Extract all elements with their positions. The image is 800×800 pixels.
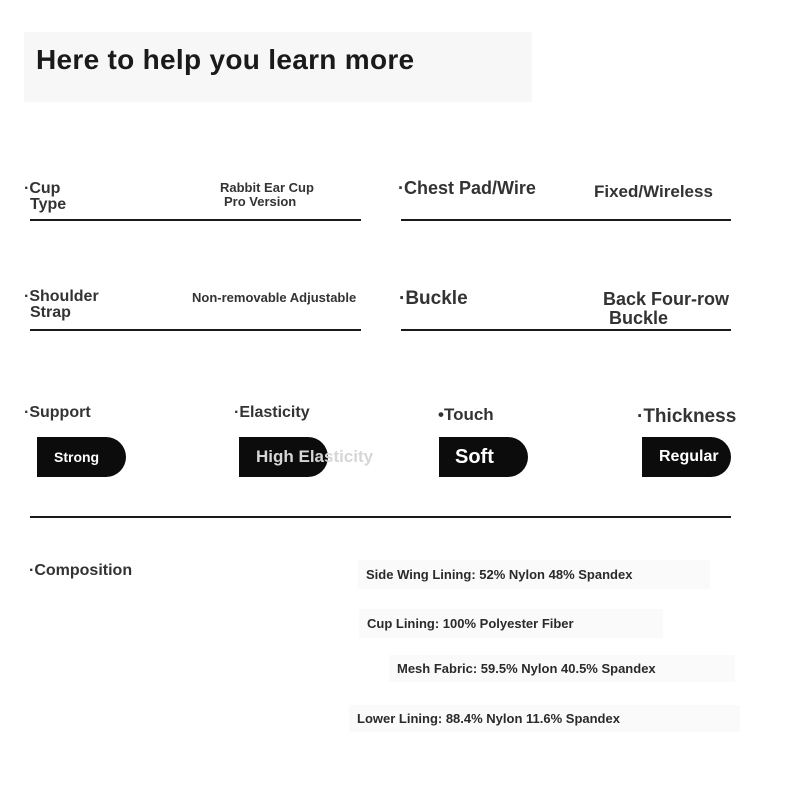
touch-label: •Touch [438, 405, 494, 424]
cup-type-value-line1: Rabbit Ear Cup [220, 180, 314, 195]
chest-pad-value: Fixed/Wireless [594, 182, 713, 201]
page-title: Here to help you learn more [36, 44, 415, 75]
thickness-pill [642, 437, 731, 477]
composition-label: ·Composition [29, 562, 133, 579]
thickness-label: ·Thickness [637, 406, 737, 427]
composition-item: Lower Lining: 88.4% Nylon 11.6% Spandex [349, 705, 740, 732]
cup-type-label-line1: ·Cup [24, 180, 61, 197]
composition-item: Cup Lining: 100% Polyester Fiber [359, 609, 663, 638]
elasticity-label: ·Elasticity [234, 404, 310, 421]
touch-pill [439, 437, 528, 477]
shoulder-strap-label-line2: Strap [30, 304, 71, 321]
cup-type-label [24, 181, 66, 213]
shoulder-strap-divider [30, 329, 361, 331]
chest-pad-divider [401, 219, 731, 221]
buckle-divider [401, 329, 731, 331]
cup-type-divider [30, 219, 361, 221]
support-label: ·Support [24, 404, 91, 421]
support-pill [37, 437, 126, 477]
shoulder-strap-label [24, 289, 99, 321]
shoulder-strap-value: Non-removable Adjustable [192, 290, 357, 305]
elasticity-value: High Elasticity [256, 447, 374, 466]
elasticity-pill [239, 437, 374, 477]
thickness-value: Regular [659, 448, 719, 465]
buckle-value [603, 290, 729, 328]
chest-pad-label: ·Chest Pad/Wire [398, 178, 536, 198]
support-value: Strong [54, 449, 100, 465]
composition-item: Mesh Fabric: 59.5% Nylon 40.5% Spandex [389, 655, 735, 682]
attributes-divider [30, 516, 731, 518]
buckle-label: ·Buckle [399, 288, 468, 309]
buckle-value-line1: Back Four-row [603, 289, 730, 309]
buckle-value-line2: Buckle [609, 308, 669, 328]
cup-type-value-line2: Pro Version [224, 194, 297, 209]
shoulder-strap-label-line1: ·Shoulder [24, 288, 99, 305]
cup-type-value [220, 181, 314, 209]
cup-type-label-line2: Type [30, 196, 67, 213]
composition-item: Side Wing Lining: 52% Nylon 48% Spandex [358, 560, 710, 589]
touch-value: Soft [455, 445, 494, 468]
